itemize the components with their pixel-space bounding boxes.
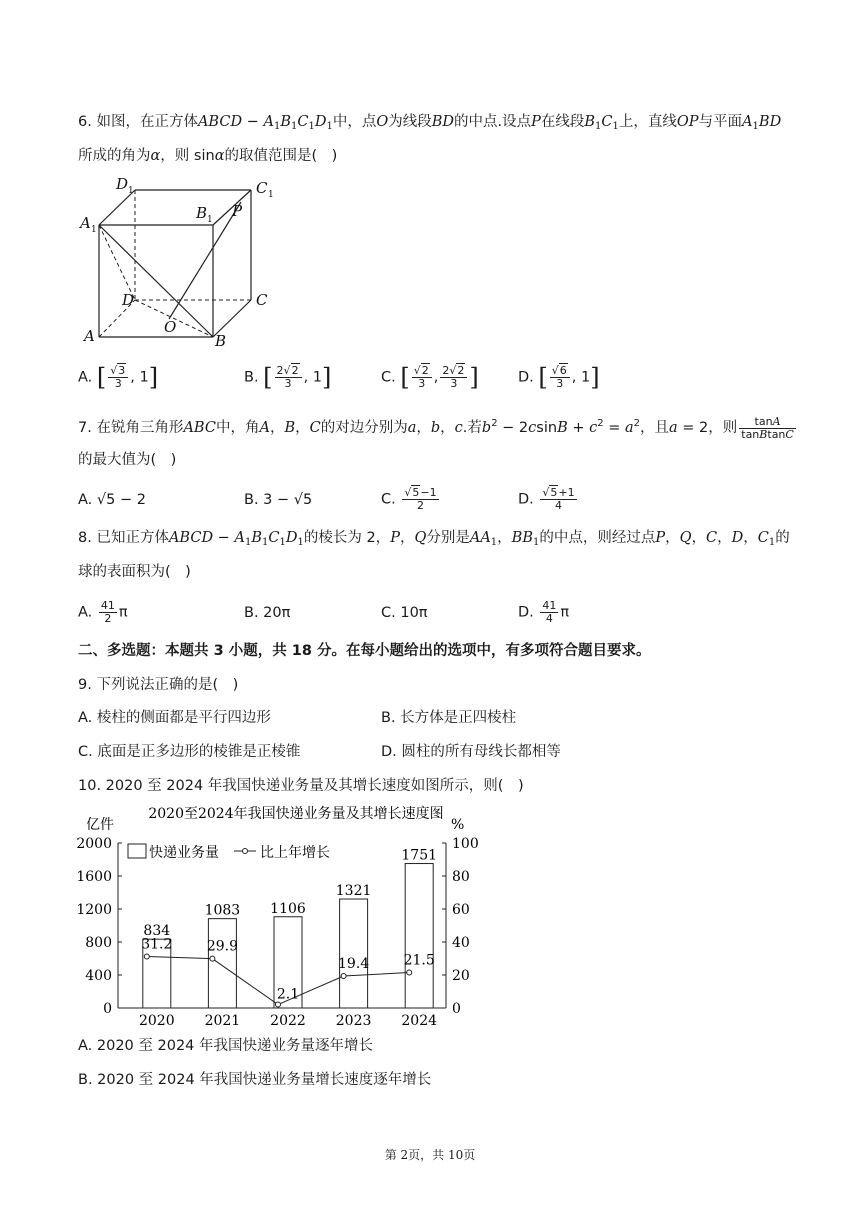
legend-line-label: 比上年增长: [260, 845, 330, 861]
q10-option-a[interactable]: A. 2020 至 2024 年我国快递业务量逐年增长: [78, 1038, 374, 1054]
q8-stem-line1: 8. 已知正方体ABCD − $A_1B_1C_1D_1$的棱长为 2，P，Q分别是$AA_1$，$BB_1$的中点，则经过点P，Q，C，D，$C_1$的: [78, 530, 790, 548]
q9-option-c[interactable]: C. 底面是正多边形的棱锥是正棱锥: [78, 744, 301, 760]
q8-option-a[interactable]: A. $\frac{41}{2}$ π: [78, 599, 128, 625]
growth-point: [144, 954, 149, 959]
q8-stem-line2: 球的表面积为( ): [78, 564, 191, 580]
right-tick-label: 20: [452, 968, 470, 984]
category-label: 2024: [401, 1013, 438, 1029]
category-label: 2023: [335, 1013, 372, 1029]
label-D: D: [122, 291, 135, 309]
chart-title: 2020至2024年我国快递业务量及其增长速度图: [148, 806, 444, 822]
label-C: C: [256, 291, 268, 309]
growth-value-label: 2.1: [276, 986, 300, 1003]
legend-bar-swatch: [128, 844, 146, 858]
label-P: P: [232, 202, 243, 220]
q6-option-b[interactable]: B. [ $\frac{2√2}{3}$ , 1]: [244, 363, 332, 392]
left-tick-label: 800: [85, 935, 112, 951]
q7-option-d[interactable]: D. $\frac{√5+1}{4}$: [518, 486, 575, 512]
growth-point: [341, 973, 346, 978]
label-C1: C: [256, 179, 268, 197]
q6-option-d[interactable]: D. [ $\frac{√6}{3}$ , 1]: [518, 363, 600, 392]
bar: [208, 919, 236, 1008]
label-A: A: [84, 327, 95, 345]
legend-line-marker: [243, 849, 248, 854]
q7-option-c[interactable]: C. $\frac{√5-1}{2}$: [381, 486, 437, 512]
q8-option-d[interactable]: D. $\frac{41}{4}$ π: [518, 599, 570, 625]
q6-option-c[interactable]: C. [ $\frac{√2}{3}$ , $\frac{2√2}{3}$ ]: [381, 363, 479, 392]
q8-option-c[interactable]: C. 10π: [381, 605, 428, 621]
q9-option-d[interactable]: D. 圆柱的所有母线长都相等: [381, 744, 561, 760]
right-tick-label: 80: [452, 869, 470, 885]
right-tick-label: 0: [452, 1001, 461, 1017]
label-D1: D: [116, 175, 129, 193]
growth-value-label: 21.5: [403, 952, 435, 969]
svg-text:1: 1: [91, 225, 97, 235]
right-tick-label: 100: [452, 836, 479, 852]
right-unit-label: %: [451, 817, 465, 833]
right-tick-label: 60: [452, 902, 470, 918]
left-tick-label: 400: [85, 968, 112, 984]
q7-stem-line1: 7. 在锐角三角形ABC中，角A，B，C的对边分别为a，b，c.若$b^2 - 2csinB + c^2 = a^2$，且a = 2，则 $\frac{\tan A}{\text{tanBtanC}}$: [78, 414, 794, 441]
svg-text:1: 1: [268, 190, 274, 200]
q9-option-b[interactable]: B. 长方体是正四棱柱: [381, 710, 517, 726]
label-A1: A: [80, 214, 91, 232]
svg-text:1: 1: [128, 186, 134, 196]
growth-value-label: 29.9: [206, 938, 238, 955]
q10-stem: 10. 2020 至 2024 年我国快递业务量及其增长速度如图所示，则( ): [78, 778, 524, 794]
legend-bar-label: 快递业务量: [149, 845, 219, 861]
section2-heading: 二、多选题：本题共 3 小题，共 18 分。在每小题给出的选项中，有多项符合题目要求。: [78, 643, 651, 659]
q7-stem-line2: 的最大值为( ): [78, 452, 177, 468]
page-footer: 第 2页，共 10页: [384, 1148, 476, 1162]
q6-option-a[interactable]: A. [ $\frac{√3}{3}$ , 1]: [78, 363, 159, 392]
label-B1: B: [196, 204, 208, 222]
bar-value-label: 1751: [401, 847, 438, 864]
left-tick-label: 1600: [76, 869, 112, 885]
q10-option-b[interactable]: B. 2020 至 2024 年我国快递业务量增长速度逐年增长: [78, 1072, 432, 1088]
label-B: B: [215, 332, 227, 350]
q9-stem: 9. 下列说法正确的是( ): [78, 677, 239, 693]
growth-value-label: 31.2: [141, 936, 173, 953]
cube-figure: [76, 174, 296, 354]
q7-option-b[interactable]: B. 3 − √5: [244, 492, 313, 508]
growth-point: [407, 970, 412, 975]
category-label: 2021: [204, 1013, 241, 1029]
left-tick-label: 2000: [76, 836, 112, 852]
q6-stem-line1: 6. 如图，在正方体ABCD − $A_1B_1C_1D_1$中，点O为线段BD的中点.设点P在线段$B_1C_1$上，直线OP与平面$A_1BD$: [78, 114, 782, 132]
bar-value-label: 1083: [204, 902, 241, 919]
left-tick-label: 1200: [76, 902, 112, 918]
q6-stem-line2: 所成的角为α，则 sinα的取值范围是( ): [78, 148, 338, 164]
bar-value-label: 1106: [270, 900, 306, 917]
bar: [340, 899, 368, 1008]
growth-value-label: 19.4: [338, 955, 370, 972]
q9-option-a[interactable]: A. 棱柱的侧面都是平行四边形: [78, 710, 271, 726]
category-label: 2020: [138, 1013, 175, 1029]
svg-text:1: 1: [207, 215, 213, 225]
express-chart: [76, 800, 479, 1030]
bar: [405, 864, 433, 1008]
left-unit-label: 亿件: [86, 817, 114, 833]
q8-option-b[interactable]: B. 20π: [244, 605, 291, 621]
growth-point: [276, 1002, 281, 1007]
label-O: O: [164, 318, 177, 336]
bar-value-label: 1321: [335, 883, 372, 900]
q7-option-a[interactable]: A. √5 − 2: [78, 492, 146, 508]
right-tick-label: 40: [452, 935, 470, 951]
bar-value-label: 834: [143, 923, 171, 940]
growth-point: [210, 956, 215, 961]
left-tick-label: 0: [103, 1001, 112, 1017]
category-label: 2022: [270, 1013, 306, 1029]
